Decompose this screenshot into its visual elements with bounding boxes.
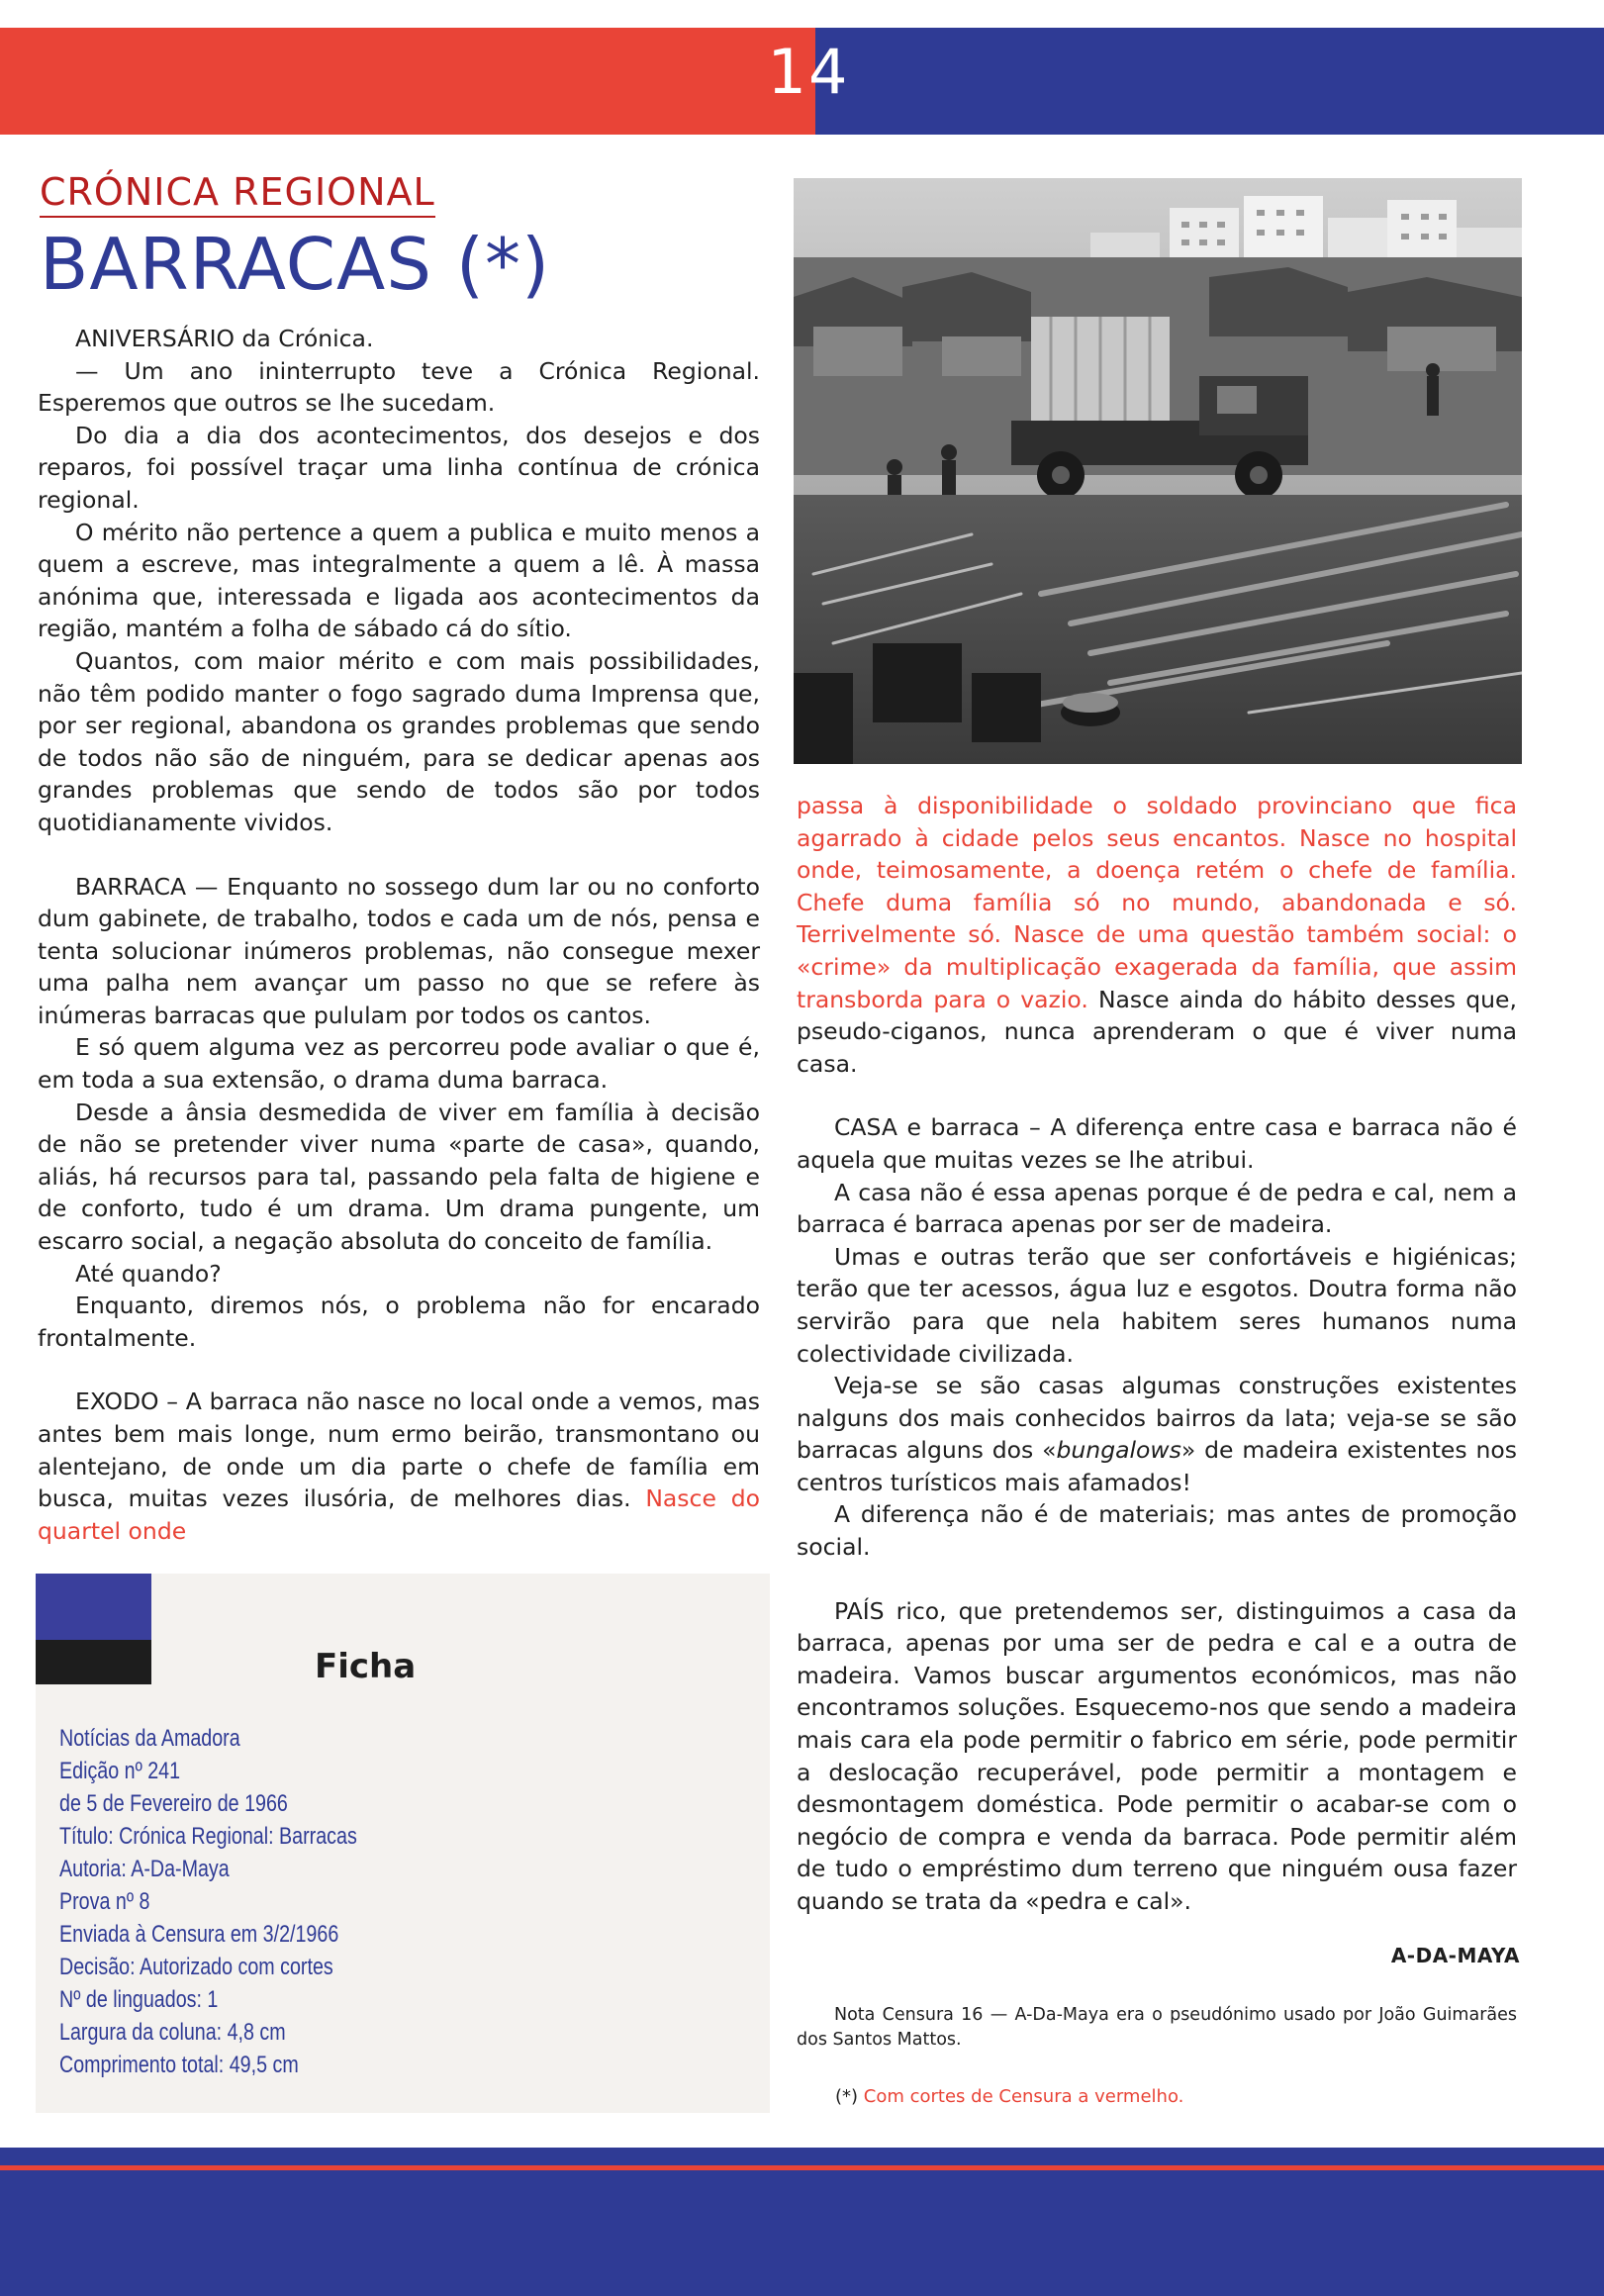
ficha-line: Enviada à Censura em 3/2/1966 [59, 1921, 339, 1948]
censorship-legend [835, 2086, 1183, 2107]
emphasis-text: bungalows [1056, 1436, 1181, 1465]
paragraph-text: » de madeira existentes nos centros turísticos mais afamados! [797, 1436, 1517, 1496]
section-title: CRÓNICA REGIONAL [40, 170, 435, 218]
paragraph: O mérito não pertence a quem a publica e muito menos a quem a escreve, mas integralmente a quem a lê. À massa anónima que, interessada e ligada aos acontecimentos da região, mantém a folha de sábado cá do sítio. [38, 518, 760, 643]
paragraph [38, 1386, 760, 1547]
ficha-line: Notícias da Amadora [59, 1725, 240, 1752]
ficha-line: Nº de linguados: 1 [59, 1986, 219, 2013]
paragraph: E só quem alguma vez as percorreu pode avaliar o que é, em toda a sua extensão, o drama duma barraca. [38, 1033, 760, 1095]
ficha-title: Ficha [315, 1647, 417, 1686]
ficha-line: Comprimento total: 49,5 cm [59, 2052, 299, 2078]
paragraph: A diferença não é de materiais; mas antes de promoção social. [797, 1500, 1517, 1562]
author-signature: A-DA-MAYA [1390, 1944, 1520, 1967]
paragraph: — Um ano ininterrupto teve a Crónica Regional. Esperemos que outros se lhe sucedam. [38, 356, 760, 418]
header-divider [0, 135, 1604, 139]
paragraph: Umas e outras terão que ser confortáveis e higiénicas; terão que ter acessos, água luz e esgotos. Doutra forma não servirão para que nela habitem seres humanos numa colectividade civilizada. [797, 1242, 1517, 1368]
right-text-column [797, 790, 1517, 1918]
ficha-line: Decisão: Autorizado com cortes [59, 1954, 333, 1980]
paragraph: BARRACA — Enquanto no sossego dum lar ou no conforto dum gabinete, de trabalho, todos e cada um de nós, pensa e tenta solucionar inúmeros problemas, não consegue mexer uma palha nem avançar um passo no que se refere às inúmeras barracas que pululam por todos os cantos. [38, 872, 760, 1029]
paragraph: ANIVERSÁRIO da Crónica. [75, 325, 374, 352]
paragraph: PAÍS rico, que pretendemos ser, distinguimos a casa da barraca, apenas por uma ser de pedra e cal e a outra de madeira. Vamos buscar argumentos económicos, mas não encontramos soluções. Esquecemo-nos que sendo a madeira mais cara ela pode permitir o fabrico em série, pode permitir a deslocação recuperável, pode permitir a montagem e desmontagem doméstica. Pode permitir o acabar-se com o negócio de compra e venda da barraca. Pode permitir além de tudo o empréstimo dum terreno que ninguém ousa fazer quando se trata da «pedra e cal». [797, 1596, 1517, 1915]
paragraph: CASA e barraca – A diferença entre casa e barraca não é aquela que muitas vezes se lhe atribui. [797, 1113, 1517, 1174]
paragraph: Do dia a dia dos acontecimentos, dos desejos e dos reparos, foi possível traçar uma linha contínua de crónica regional. [38, 421, 760, 514]
paragraph-text: EXODO – A barraca não nasce no local onde a vemos, mas antes bem mais longe, num ermo beirão, transmontano ou alentejano, de onde um dia parte o chefe de família em busca, muitas vezes ilusória, de melhores dias. [38, 1387, 760, 1513]
paragraph: Até quando? [75, 1259, 222, 1288]
censorship-note [797, 2003, 1517, 2053]
paragraph: A casa não é essa apenas porque é de pedra e cal, nem a barraca é barraca apenas por ser de madeira. [797, 1178, 1517, 1239]
ficha-line: Prova nº 8 [59, 1888, 150, 1915]
article-headline: BARRACAS (*) [40, 223, 551, 306]
article-photo [794, 178, 1522, 764]
ficha-line: Edição nº 241 [59, 1758, 181, 1784]
ficha-line: Autoria: A-Da-Maya [59, 1856, 230, 1882]
header-band-red [0, 28, 815, 135]
ficha-line: Largura da coluna: 4,8 cm [59, 2019, 286, 2046]
ficha-details [59, 1722, 357, 2081]
paragraph: Enquanto, diremos nós, o problema não for encarado frontalmente. [38, 1292, 760, 1352]
paragraph-text: Veja-se se são casas algumas construções existentes nalguns dos mais conhecidos bairros da lata; veja-se se são barracas alguns dos « [797, 1372, 1517, 1465]
header-band-blue [815, 28, 1604, 135]
legend-marker: (*) [835, 2086, 859, 2107]
paragraph [797, 790, 1517, 1080]
ficha-line: Título: Crónica Regional: Barracas [59, 1823, 357, 1850]
ficha-line: de 5 de Fevereiro de 1966 [59, 1790, 288, 1817]
censored-text: passa à disponibilidade o soldado provinciano que fica agarrado à cidade pelos seus encantos. Nasce no hospital onde, teimosamente, a doença retém o chefe de família. Chefe duma família só no mundo, abandonada e só. Terrivelmente só. Nasce de uma questão também social: o «crime» da multiplicação exagerada da família, que assim transborda para o vazio. [797, 792, 1517, 1013]
note-text: Nota Censura 16 — A-Da-Maya era o pseudónimo usado por João Guimarães dos Santos Mattos. [797, 2005, 1517, 2050]
paragraph: Quantos, com maior mérito e com mais possibilidades, não têm podido manter o fogo sagrado duma Imprensa que, por ser regional, abandona os grandes problemas que sendo de todos não são de ninguém, para se dedicar apenas aos grandes problemas que sendo de todos são por todos quotidianamente vividos. [38, 646, 760, 836]
footer-stripe-red [0, 2165, 1604, 2170]
paragraph-text: Nasce ainda do hábito desses que, pseudo-ciganos, nunca aprenderam o que é viver numa casa. [797, 985, 1517, 1078]
censored-text: Nasce do quartel onde [38, 1484, 760, 1545]
paragraph: Desde a ânsia desmedida de viver em família à decisão de não se pretender viver numa «parte de casa», quando, aliás, há recursos para tal, passando pela falta de higiene e de conforto, tudo é um drama. Um drama pungente, um escarro social, a negação absoluta do conceito de família. [38, 1098, 760, 1256]
page-number: 14 [767, 36, 850, 108]
left-text-column [38, 323, 760, 1547]
ficha-color-block [36, 1574, 151, 1684]
shanty-town-photo [794, 178, 1522, 764]
paragraph [797, 1370, 1517, 1498]
legend-text: Com cortes de Censura a vermelho. [863, 2086, 1184, 2107]
